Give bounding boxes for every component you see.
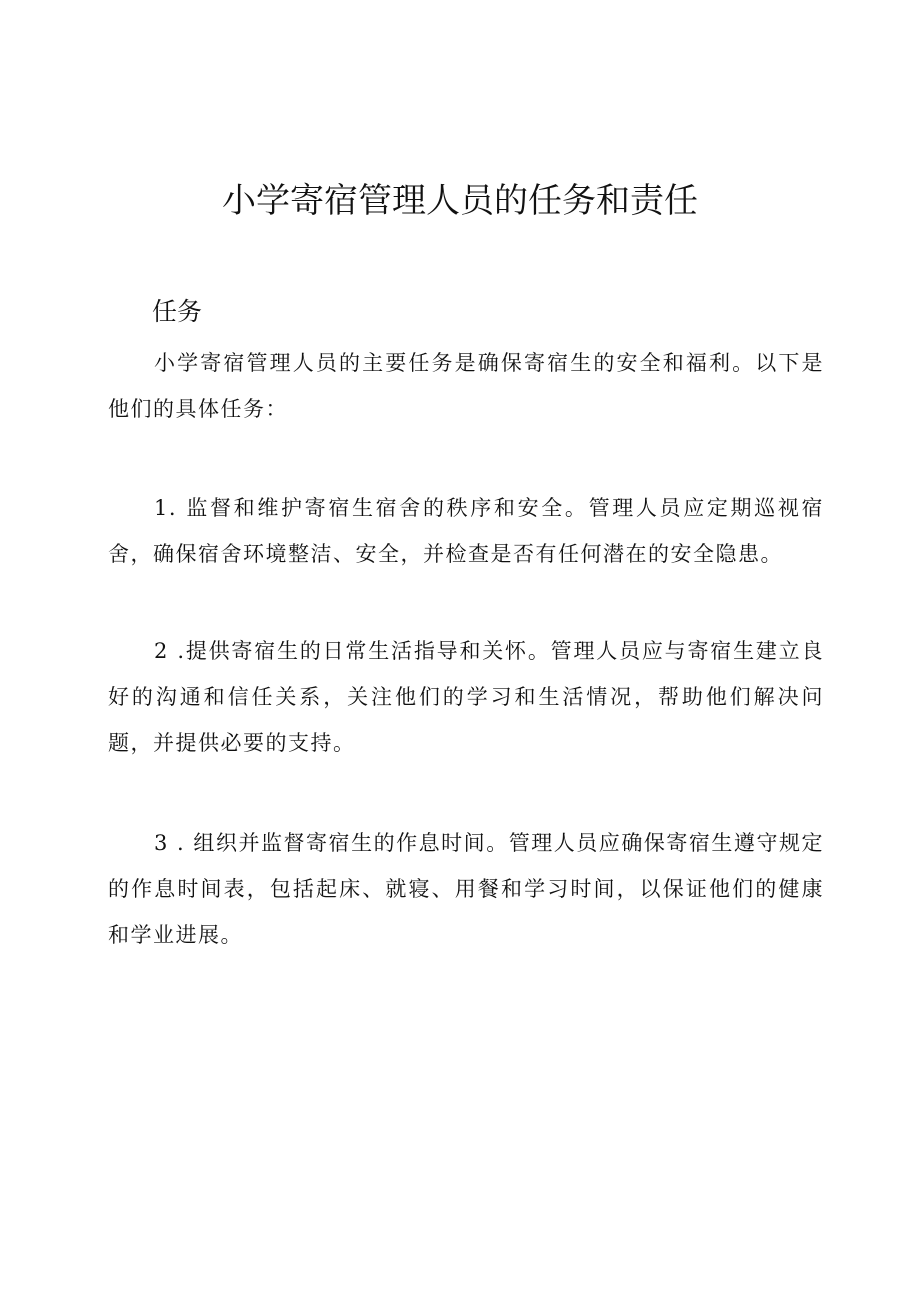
task-item-2: 2 .提供寄宿生的日常生活指导和关怀。管理人员应与寄宿生建立良好的沟通和信任关系，关注他们的学习和生活情况，帮助他们解决问题，并提供必要的支持。	[108, 639, 824, 755]
task-item-1: 1. 监督和维护寄宿生宿舍的秩序和安全。管理人员应定期巡视宿舍，确保宿舍环境整洁、安全，并检查是否有任何潜在的安全隐患。	[108, 496, 824, 566]
task-item-3: 3 . 组织并监督寄宿生的作息时间。管理人员应确保寄宿生遵守规定的作息时间表，包括起床、就寝、用餐和学习时间，以保证他们的健康和学业进展。	[108, 831, 824, 947]
section-heading: 任务	[152, 297, 203, 326]
intro-paragraph: 小学寄宿管理人员的主要任务是确保寄宿生的安全和福利。以下是他们的具体任务：	[108, 351, 824, 421]
document-title: 小学寄宿管理人员的任务和责任	[222, 181, 698, 221]
